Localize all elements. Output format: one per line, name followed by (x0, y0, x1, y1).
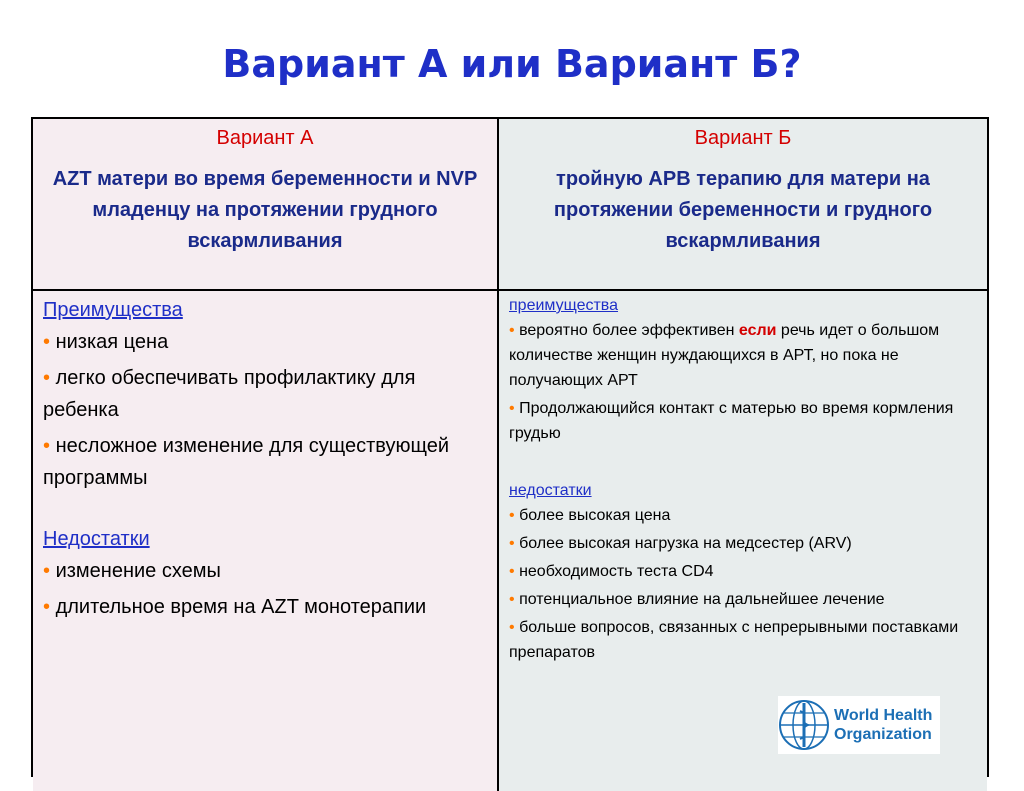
bullet-icon: • (509, 507, 515, 524)
bullet-icon: • (43, 331, 51, 353)
list-item (43, 430, 487, 494)
list-item (43, 326, 487, 358)
list-item (509, 615, 975, 665)
list-item-text: потенциальное влияние на дальнейшее лечение (519, 591, 885, 608)
bullet-icon: • (43, 596, 51, 618)
who-logo-text (834, 706, 932, 744)
option-a-label: Вариант А (216, 127, 314, 149)
option-b-label: Вариант Б (694, 127, 792, 149)
option-b-pros-title[interactable]: преимущества (509, 297, 619, 314)
bullet-icon: • (509, 535, 515, 552)
option-b-description: тройную АРВ терапию для матери на протяжении беременности и грудного вскармливания (553, 168, 933, 252)
option-a-cons-title[interactable]: Недостатки (43, 528, 150, 550)
bullet-icon: • (509, 400, 515, 417)
list-item-text: легко обеспечивать профилактику для ребенка (43, 367, 416, 421)
who-emblem-icon (778, 699, 830, 751)
list-item (509, 318, 975, 393)
bullet-icon: • (509, 619, 515, 636)
option-a-header (33, 119, 499, 291)
list-item-text: Продолжающийся контакт с матерью во время кормления грудью (509, 400, 954, 442)
list-item-text: несложное изменение для существующей программы (43, 435, 449, 489)
list-item-text: низкая цена (55, 331, 169, 353)
list-item-text: больше вопросов, связанных с непрерывными поставками препаратов (509, 619, 959, 661)
list-item (509, 396, 975, 446)
option-b-cons-title[interactable]: недостатки (509, 482, 592, 499)
list-item (509, 587, 975, 612)
bullet-icon: • (509, 322, 515, 339)
who-logo-line2: Organization (834, 726, 932, 743)
bullet-icon: • (43, 435, 51, 457)
list-item-text: речь идет о большом количестве женщин нуждающихся в АРТ, но пока не получающих АРТ (509, 322, 940, 389)
list-item (509, 503, 975, 528)
bullet-icon: • (43, 367, 51, 389)
list-item (509, 559, 975, 584)
bullet-icon: • (509, 591, 515, 608)
list-item (43, 555, 487, 587)
option-a-pros-title[interactable]: Преимущества (43, 299, 183, 321)
list-item-text: более высокая цена (519, 507, 671, 524)
comparison-table (31, 117, 989, 777)
list-item-text: необходимость теста CD4 (519, 563, 714, 580)
page-title: Вариант А или Вариант Б? (222, 42, 802, 86)
who-logo (778, 696, 940, 754)
who-logo-line1: World Health (834, 707, 933, 724)
list-item (43, 591, 487, 623)
list-item-text: изменение схемы (55, 560, 221, 582)
option-a-body (33, 291, 499, 791)
list-item (509, 531, 975, 556)
list-item-text: вероятно более эффективен (519, 322, 739, 339)
bullet-icon: • (43, 560, 51, 582)
option-b-header (499, 119, 987, 291)
list-item-text: длительное время на AZT монотерапии (55, 596, 427, 618)
list-item (43, 362, 487, 426)
bullet-icon: • (509, 563, 515, 580)
highlight-text: если (738, 322, 777, 339)
list-item-text: более высокая нагрузка на медсестер (ARV) (519, 535, 852, 552)
option-a-description: AZT матери во время беременности и NVP младенцу на протяжении грудного вскармливания (52, 168, 478, 252)
